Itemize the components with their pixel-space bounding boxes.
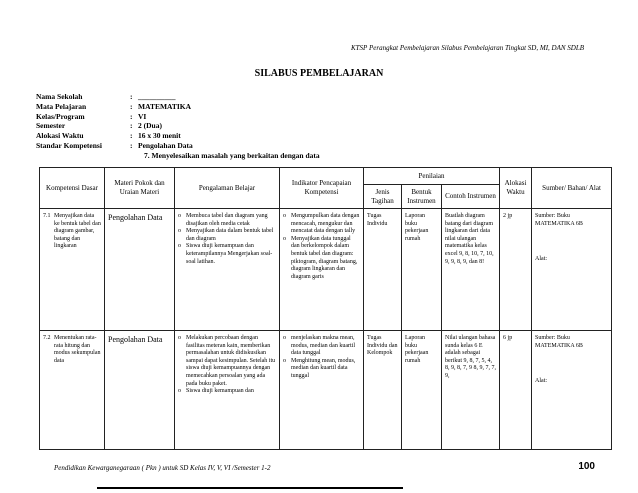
meta-value: 16 x 30 menit <box>138 131 181 141</box>
kd-number: 7.1 <box>43 213 51 219</box>
materi-cell: Pengolahan Data <box>105 331 175 450</box>
meta-label: Mata Pelajaran <box>36 101 87 111</box>
sumber-cell <box>532 331 612 450</box>
list-item: o Mengumpulkan data dengan mencacah, mengukur dan mencatat data dengan tally <box>283 213 360 236</box>
list-item: o Membuca tabel dan diagram yang disajikan oleh media cetak <box>178 213 276 228</box>
list-item: o Menyajikan data dalam bentuk tabel dan diagram <box>178 228 276 243</box>
kd-cell <box>40 331 105 450</box>
kd-text: Menentukan rata-rata hitung dan modus sekumpulan data <box>54 335 101 364</box>
col-penilaian: Penilaian <box>364 168 500 185</box>
list-item: o Menyajikan data tunggal dan berkelompok dalam bentuk tabel dan diagram: piktogram, diagram batang, diagram lingkaran dan diagram garis <box>283 236 360 282</box>
list-item: o Melakukan percobaan dengan fasilitas meteran kain, memberikan permasalahan untuk didiskusikan sampai dapat kesimpulan. Setelah itu siswa diuji kemampuannya dengan memecahkan persoalan yang ada pada buku paket. <box>178 335 276 388</box>
kd-text: Menyajikan data ke bentuk tabel dan diagram gambar, batang dan lingkaran <box>54 213 101 250</box>
alat-text: Alat: <box>535 378 548 385</box>
alat-text: Alat: <box>535 256 548 263</box>
meta-value: MATEMATIKA <box>138 101 192 111</box>
meta-label: Alokasi Waktu <box>36 131 84 141</box>
pengalaman-cell <box>175 209 280 331</box>
list-item: o Siswa diuji kemampuan dan keterampilannya Mengerjakan soal-soal latihan. <box>178 243 276 266</box>
meta-row: Alokasi Waktu : 16 x 30 menit <box>36 131 181 141</box>
col-bentuk-instrumen: Bentuk Instrumen <box>402 185 442 209</box>
col-kompetensi-dasar: Kompetensi Dasar <box>40 168 105 209</box>
list-item: o Menghitung mean, modus, median dan kuartil data tunggal <box>283 358 360 381</box>
col-jenis-tagihan: Jenis Tagihan <box>364 185 402 209</box>
page-number: 100 <box>578 461 595 472</box>
table-row <box>40 209 612 331</box>
meta-row: Semester : 2 (Dua) <box>36 121 162 131</box>
bentuk-cell: Laporan buku pekerjaan rumah <box>402 331 442 450</box>
meta-block <box>36 92 320 161</box>
col-pengalaman-belajar: Pengalaman Belajar <box>175 168 280 209</box>
meta-label: Nama Sekolah <box>36 92 83 101</box>
sumber-cell <box>532 209 612 331</box>
col-contoh-instrumen: Contoh Instrumen <box>442 185 500 209</box>
col-alokasi-waktu: Alokasi Waktu <box>500 168 532 209</box>
standar-detail: 7. Menyelesaikan masalah yang berkaitan dengan data <box>144 150 320 160</box>
indikator-cell <box>280 331 364 450</box>
page-title: SILABUS PEMBELAJARAN <box>254 68 384 79</box>
meta-row: Kelas/Program : VI <box>36 111 147 121</box>
materi-cell: Pengolahan Data <box>105 209 175 331</box>
table-row <box>40 331 612 450</box>
jenis-cell: Tugas Individu dan Kelompok <box>364 331 402 450</box>
pengalaman-cell <box>175 331 280 450</box>
contoh-cell: Nilai ulangan bahasa sunda kelas 6 E adalah sebagai berikut 9, 8, 7, 5, 4, 8, 9, 8, 7, 9 8, 9, 7, 7, 9, <box>442 331 500 450</box>
syllabus-table <box>39 167 612 450</box>
alokasi-cell: 2 jp <box>500 209 532 331</box>
meta-label: Kelas/Program <box>36 111 85 121</box>
kd-cell <box>40 209 105 331</box>
sumber-text: Sumber: Buku MATEMATIKA 6B <box>535 335 583 349</box>
jenis-cell: Tugas Individu <box>364 209 402 331</box>
col-sumber: Sumber/ Bahan/ Alat <box>532 168 612 209</box>
header-note: KTSP Perangkat Pembelajaran Silabus Pembelajaran Tingkat SD, MI, DAN SDLB <box>351 44 584 52</box>
meta-label: Standar Kompetensi <box>36 140 102 150</box>
footer-text: Pendidikan Kewarganegaraan ( Pkn ) untuk SD Kelas IV, V, VI /Semester 1-2 <box>54 464 271 472</box>
bentuk-cell: Laporan buku pekerjaan rumah <box>402 209 442 331</box>
list-item: o Siswa diuji kemampuan dan <box>178 388 276 396</box>
indikator-cell <box>280 209 364 331</box>
alokasi-cell: 6 jp <box>500 331 532 450</box>
bottom-rule <box>97 487 403 489</box>
col-indikator: Indikator Pencapaian Kompetensi <box>280 168 364 209</box>
sumber-text: Sumber: Buku MATEMATIKA 6B <box>535 213 583 227</box>
meta-value: 2 (Dua) <box>138 121 162 131</box>
meta-value: __________ <box>138 92 176 101</box>
contoh-cell: Buatlah diagram batang dari diagram lingkaran dari data nilai ulangan matematika kelas excel 9, 8, 10, 7, 10, 9, 9, 8, 9, dan 8! <box>442 209 500 331</box>
meta-row: Standar Kompetensi : Pengolahan Data <box>36 140 193 150</box>
meta-row: Nama Sekolah : __________ <box>36 92 176 101</box>
list-item: o menjelaskan makna mean, modus, median dan kuartil data tunggal <box>283 335 360 358</box>
kd-number: 7.2 <box>43 335 51 341</box>
meta-value: Pengolahan Data <box>138 140 193 150</box>
meta-value: VI <box>138 111 147 121</box>
col-materi-pokok: Materi Pokok dan Uraian Materi <box>105 168 175 209</box>
meta-row: Mata Pelajaran : MATEMATIKA <box>36 101 192 111</box>
meta-label: Semester <box>36 121 66 131</box>
